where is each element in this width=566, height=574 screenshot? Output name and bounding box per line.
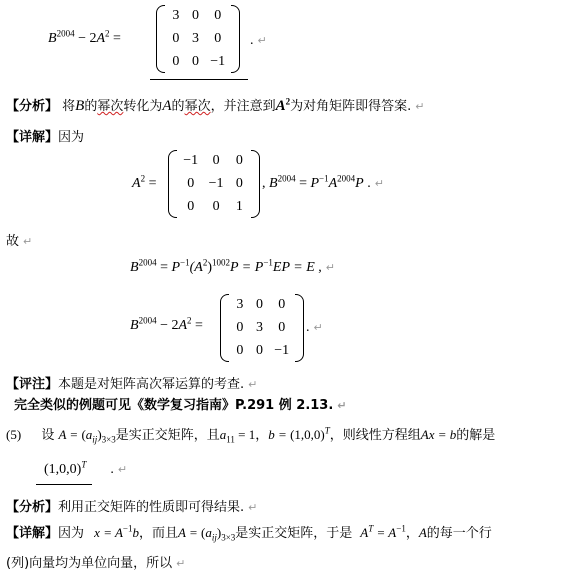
text: 的 xyxy=(84,99,98,114)
matrix-cell: 0 xyxy=(214,8,222,24)
therefore-label xyxy=(6,230,32,249)
return-mark: ↵ xyxy=(257,34,267,47)
text: 幂次 xyxy=(184,99,211,114)
var-a: a xyxy=(219,427,227,442)
detail-tag: 【详解】 xyxy=(6,130,59,145)
var-P: P = P xyxy=(230,260,264,275)
matrix-cell: −1 xyxy=(210,53,226,69)
detail2-line xyxy=(6,522,492,541)
reference-line xyxy=(14,394,347,413)
last-line xyxy=(6,552,185,571)
left-paren xyxy=(220,294,229,362)
left-paren xyxy=(168,150,177,218)
return-mark: ↵ xyxy=(248,378,258,391)
return-mark: ↵ xyxy=(325,261,335,274)
var-P: P xyxy=(171,260,181,275)
text: 幂次 xyxy=(97,99,124,114)
subscript: 3×3 xyxy=(221,532,236,543)
paren: ( xyxy=(201,525,206,540)
matrix-cell: −1 xyxy=(208,175,224,191)
var-A: A = xyxy=(178,525,201,540)
answer-value: (1,0,0) xyxy=(44,462,82,477)
return-mark: ↵ xyxy=(374,177,384,190)
eq1-matrix xyxy=(156,5,240,73)
exponent: 2 xyxy=(285,96,291,107)
var-B: B xyxy=(269,176,278,191)
eq4-tail xyxy=(306,320,323,336)
eq1-A-exp: 2 xyxy=(105,28,110,39)
period: . xyxy=(306,320,310,335)
matrix-cell: 0 xyxy=(278,319,286,335)
equals: = xyxy=(145,176,157,191)
var-A: A xyxy=(178,318,188,333)
analysis1-line xyxy=(6,95,424,115)
text: 因为 xyxy=(58,130,85,145)
text: ，则线性方程组 xyxy=(329,428,421,443)
text: 是实正交矩阵，且 xyxy=(115,428,220,443)
var-B: B xyxy=(130,260,139,275)
matrix-cell: 0 xyxy=(256,297,264,313)
matrix-cell: 0 xyxy=(256,342,264,358)
matrix-cell: 0 xyxy=(235,153,243,169)
var-b: b xyxy=(132,525,139,540)
text: 设 xyxy=(41,428,55,443)
text: 的每一个行 xyxy=(426,526,492,541)
eq1-B: B xyxy=(48,31,57,46)
eq1-tail xyxy=(250,33,267,49)
exponent: 2 xyxy=(202,257,208,268)
equals: = xyxy=(191,318,203,333)
matrix-cell: 3 xyxy=(172,8,180,24)
text: 的 xyxy=(171,99,185,114)
answer-underline xyxy=(150,79,248,80)
var-B: B xyxy=(130,318,139,333)
right-paren xyxy=(295,294,304,362)
equals: = xyxy=(295,176,311,191)
exponent: 1002 xyxy=(212,257,230,268)
exponent: 2004 xyxy=(337,173,356,184)
minus: − 2 xyxy=(156,318,179,333)
analysis2-line xyxy=(6,496,257,515)
expression: EP = E xyxy=(272,260,315,275)
return-mark: ↵ xyxy=(176,557,186,570)
matrix-cell: 0 xyxy=(187,175,195,191)
text: 为对角矩阵即得答案. xyxy=(290,99,412,114)
matrix-cell: 0 xyxy=(278,297,286,313)
matrix-cell: 0 xyxy=(172,30,180,46)
var-P: P xyxy=(355,176,364,191)
var-A: A xyxy=(132,176,141,191)
text: 故 xyxy=(6,234,20,249)
text: ， xyxy=(255,428,269,443)
var-B: B xyxy=(75,98,85,114)
matrix-cell: 0 xyxy=(187,198,195,214)
matrix-cell: 1 xyxy=(235,198,243,214)
comment-line xyxy=(6,373,257,392)
expression: = A xyxy=(373,525,397,540)
comma: , xyxy=(314,260,322,275)
text: 利用正交矩阵的性质即可得结果. xyxy=(58,500,245,515)
eq2-matrix xyxy=(168,150,260,218)
return-mark: ↵ xyxy=(313,321,323,334)
var-A: A xyxy=(360,525,369,540)
matrix-cell: 0 xyxy=(212,198,220,214)
exponent: 2004 xyxy=(138,315,157,326)
matrix-cell: 0 xyxy=(172,53,180,69)
matrix-cell: 0 xyxy=(214,30,222,46)
exponent: 2 xyxy=(187,315,192,326)
eq1-equals: = xyxy=(109,31,121,46)
eq1-B-exp: 2004 xyxy=(56,28,75,39)
matrix-cell: 0 xyxy=(212,153,220,169)
eq4-matrix xyxy=(220,294,304,362)
eq1-lhs xyxy=(48,28,121,47)
subscript: ij xyxy=(92,434,98,445)
matrix-cell: 0 xyxy=(236,319,244,335)
text: ，而且 xyxy=(139,526,179,541)
matrix-cell: 0 xyxy=(235,175,243,191)
var-A: (A xyxy=(189,260,203,275)
detail-tag: 【详解】 xyxy=(6,526,59,541)
comment-tag: 【评注】 xyxy=(6,377,59,392)
text: 转化为 xyxy=(123,99,163,114)
answer-underline xyxy=(36,484,92,485)
return-mark: ↵ xyxy=(23,235,33,248)
question5-line xyxy=(6,424,495,443)
matrix-cell: 3 xyxy=(256,319,264,335)
expression: Ax = b xyxy=(420,427,457,442)
right-paren xyxy=(251,150,260,218)
value: (1,0,0) xyxy=(290,427,325,442)
return-mark: ↵ xyxy=(337,399,347,412)
exponent: 2004 xyxy=(277,173,296,184)
var-P: P xyxy=(310,176,320,191)
answer-line xyxy=(44,459,128,478)
value: = 1 xyxy=(234,427,256,442)
return-mark: ↵ xyxy=(248,501,258,514)
eq3-line xyxy=(130,257,335,276)
period: . xyxy=(363,176,371,191)
text: 的解是 xyxy=(456,428,496,443)
exponent: −1 xyxy=(319,173,329,184)
var-A: A = xyxy=(58,427,82,442)
expression: x = A xyxy=(94,525,123,540)
exponent: T xyxy=(324,425,330,436)
return-mark: ↵ xyxy=(415,100,425,113)
matrix-cell: 0 xyxy=(236,342,244,358)
eq4-lhs xyxy=(130,315,203,334)
right-paren xyxy=(231,5,240,73)
var-A: A xyxy=(275,98,286,114)
exponent: −1 xyxy=(180,257,190,268)
exponent: −1 xyxy=(122,523,133,534)
question-number: (5) xyxy=(6,427,22,442)
matrix-cell: 3 xyxy=(236,297,244,313)
var-A: A xyxy=(162,98,172,114)
text: ， xyxy=(405,526,419,541)
matrix-cell: 3 xyxy=(192,30,200,46)
analysis-tag: 【分析】 xyxy=(6,99,59,114)
eq1-minus: − 2 xyxy=(74,31,97,46)
text: (列)向量均为单位向量，所以 xyxy=(6,556,173,571)
subscript: 11 xyxy=(226,434,235,445)
paren: ( xyxy=(81,427,86,442)
paren: ) xyxy=(216,525,222,540)
detail1-line xyxy=(6,126,84,145)
exponent: −1 xyxy=(263,257,273,268)
var-b: b = xyxy=(268,427,291,442)
exponent: T xyxy=(81,459,87,470)
period: . xyxy=(110,462,114,477)
matrix-cell: −1 xyxy=(274,342,290,358)
text: 因为 xyxy=(58,526,85,541)
text: 完全类似的例题可见《数学复习指南》P.291 例 2.13. xyxy=(14,398,334,413)
paren: ) xyxy=(207,260,212,275)
matrix-cell: −1 xyxy=(183,153,199,169)
var-A: A xyxy=(328,176,338,191)
var-a: a xyxy=(85,427,93,442)
matrix-cell: 0 xyxy=(192,53,200,69)
eq2-lhs xyxy=(132,173,157,192)
eq1-A: A xyxy=(96,31,106,46)
exponent: T xyxy=(368,523,374,534)
subscript: 3×3 xyxy=(101,434,116,445)
exponent: −1 xyxy=(396,523,406,534)
eq1-period: . xyxy=(250,33,254,48)
equals: = xyxy=(156,260,172,275)
var-a: a xyxy=(205,525,212,540)
exponent: 2004 xyxy=(138,257,157,268)
exponent: 2 xyxy=(140,173,146,184)
text: ，并注意到 xyxy=(210,99,276,114)
eq2-rhs xyxy=(262,173,384,192)
matrix-cell: 0 xyxy=(192,8,200,24)
text: 本题是对矩阵高次幂运算的考查. xyxy=(58,377,245,392)
paren: ) xyxy=(97,427,102,442)
var-A: A xyxy=(418,525,427,540)
return-mark: ↵ xyxy=(117,463,128,476)
analysis-tag: 【分析】 xyxy=(6,500,59,515)
left-paren xyxy=(156,5,165,73)
text: 将 xyxy=(58,99,76,114)
subscript: ij xyxy=(211,532,217,543)
comma: , xyxy=(262,176,269,191)
text: 是实正交矩阵，于是 xyxy=(235,526,353,541)
